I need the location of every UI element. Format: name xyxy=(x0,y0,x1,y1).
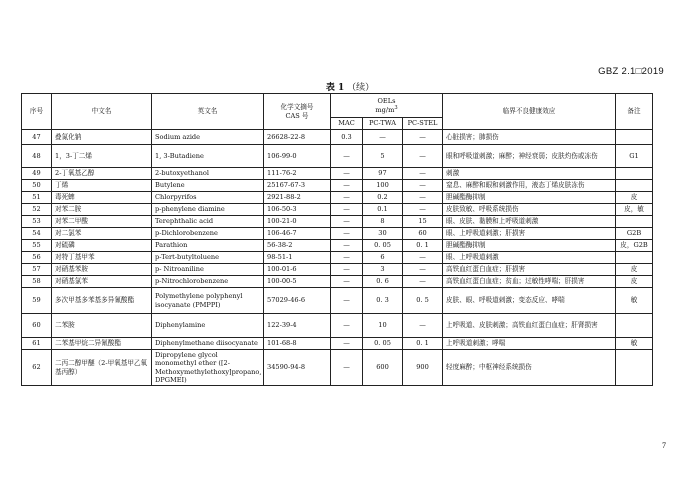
table-row xyxy=(22,338,653,350)
oels-table xyxy=(21,93,653,386)
row-seq: 62 xyxy=(22,350,52,386)
row-seq: 59 xyxy=(22,288,52,314)
row-pc-stel: 900 xyxy=(403,350,443,386)
row-pc-twa: 5 xyxy=(363,145,403,168)
col-header-remark: 备注 xyxy=(616,94,653,130)
header-row xyxy=(22,94,653,118)
row-pc-twa: 0.2 xyxy=(363,192,403,204)
row-cn-name: 二苯胺 xyxy=(52,314,152,338)
row-cn-name: 1，3-丁二烯 xyxy=(52,145,152,168)
row-pc-twa: 6 xyxy=(363,252,403,264)
row-remark xyxy=(616,216,653,228)
row-remark: 皮 xyxy=(616,276,653,288)
row-mac: — xyxy=(331,228,363,240)
row-mac: — xyxy=(331,288,363,314)
row-en-name: Terephthalic acid xyxy=(152,216,264,228)
row-pc-stel: — xyxy=(403,204,443,216)
row-en-name: Parathion xyxy=(152,240,264,252)
row-cas: 101-68-8 xyxy=(264,338,331,350)
row-pc-stel: — xyxy=(403,252,443,264)
row-cn-name: 对苯二甲酸 xyxy=(52,216,152,228)
row-mac: 0.3 xyxy=(331,130,363,145)
oels-unit: mg/m xyxy=(375,106,395,115)
row-en-name: Dipropylene glycol monomethyl ether ([2-Methoxymethylethoxy]propano, DPGMEI) xyxy=(152,350,264,386)
oels-unit-sup: 3 xyxy=(394,104,398,111)
table-row xyxy=(22,180,653,192)
row-pc-stel: — xyxy=(403,314,443,338)
row-pc-stel: 0. 5 xyxy=(403,288,443,314)
table-row xyxy=(22,204,653,216)
row-pc-twa: 600 xyxy=(363,350,403,386)
row-en-name: Diphenylmethane diisocyanate xyxy=(152,338,264,350)
row-mac: — xyxy=(331,276,363,288)
row-mac: — xyxy=(331,204,363,216)
row-seq: 49 xyxy=(22,168,52,180)
row-effect: 胆碱酯酶抑制 xyxy=(443,192,616,204)
col-header-pc-twa: PC-TWA xyxy=(363,118,403,130)
row-pc-twa: 0. 05 xyxy=(363,240,403,252)
col-header-oels xyxy=(331,94,443,118)
row-cas: 106-99-0 xyxy=(264,145,331,168)
row-pc-stel: 0. 1 xyxy=(403,338,443,350)
row-seq: 53 xyxy=(22,216,52,228)
row-cn-name: 对硝基苯胺 xyxy=(52,264,152,276)
row-seq: 50 xyxy=(22,180,52,192)
row-remark xyxy=(616,350,653,386)
table-row xyxy=(22,252,653,264)
row-remark: 皮，敏 xyxy=(616,204,653,216)
row-remark xyxy=(616,168,653,180)
row-remark: G2B xyxy=(616,228,653,240)
row-pc-stel: — xyxy=(403,192,443,204)
row-pc-twa: 97 xyxy=(363,168,403,180)
row-pc-stel: — xyxy=(403,145,443,168)
row-seq: 54 xyxy=(22,228,52,240)
row-cn-name: 二丙二醇甲醚（2-甲氧基甲乙氧基丙醇） xyxy=(52,350,152,386)
row-cas: 106-46-7 xyxy=(264,228,331,240)
row-en-name: Butylene xyxy=(152,180,264,192)
row-pc-stel: — xyxy=(403,264,443,276)
table-title-label: 表 1 xyxy=(325,83,345,93)
row-remark xyxy=(616,314,653,338)
row-pc-stel: — xyxy=(403,130,443,145)
row-cas: 111-76-2 xyxy=(264,168,331,180)
col-header-seq: 序号 xyxy=(22,94,52,130)
row-effect: 上呼吸道刺激；哮喘 xyxy=(443,338,616,350)
row-pc-twa: 8 xyxy=(363,216,403,228)
row-seq: 55 xyxy=(22,240,52,252)
table-body xyxy=(22,130,653,386)
row-seq: 61 xyxy=(22,338,52,350)
row-pc-twa: 0. 3 xyxy=(363,288,403,314)
row-remark: 皮 xyxy=(616,192,653,204)
row-effect: 胆碱酯酶抑制 xyxy=(443,240,616,252)
row-seq: 57 xyxy=(22,264,52,276)
col-header-cn-name: 中文名 xyxy=(52,94,152,130)
row-en-name: p-phenylene diamine xyxy=(152,204,264,216)
row-cn-name: 对特丁基甲苯 xyxy=(52,252,152,264)
row-effect: 眼、上呼吸道刺激；肝损害 xyxy=(443,228,616,240)
row-en-name: 1, 3-Butadiene xyxy=(152,145,264,168)
row-en-name: p-Dichlorobenzene xyxy=(152,228,264,240)
row-seq: 60 xyxy=(22,314,52,338)
row-cn-name: 叠氮化钠 xyxy=(52,130,152,145)
row-cas: 106-50-3 xyxy=(264,204,331,216)
row-effect: 高铁血红蛋白血症；贫血；过敏性哮喘；肝损害 xyxy=(443,276,616,288)
table-row xyxy=(22,240,653,252)
col-header-cas xyxy=(264,94,331,130)
row-effect: 刺激 xyxy=(443,168,616,180)
row-cn-name: 2-丁氧基乙醇 xyxy=(52,168,152,180)
table-row xyxy=(22,130,653,145)
row-pc-twa: 0. 6 xyxy=(363,276,403,288)
row-pc-twa: 3 xyxy=(363,264,403,276)
row-cas: 122-39-4 xyxy=(264,314,331,338)
table-row xyxy=(22,168,653,180)
row-effect: 窒息、麻醉和眼和刺激作用，液态丁烯皮肤冻伤 xyxy=(443,180,616,192)
table-row xyxy=(22,216,653,228)
row-pc-twa: — xyxy=(363,130,403,145)
row-cas: 100-01-6 xyxy=(264,264,331,276)
row-cas: 100-00-5 xyxy=(264,276,331,288)
row-seq: 48 xyxy=(22,145,52,168)
cas-line-1: 化学文摘号 xyxy=(280,103,314,112)
row-pc-stel: 0. 1 xyxy=(403,240,443,252)
row-cas: 98-51-1 xyxy=(264,252,331,264)
row-effect: 眼、皮肤、黏膜和上呼吸道刺激 xyxy=(443,216,616,228)
row-cas: 25167-67-3 xyxy=(264,180,331,192)
row-effect: 上呼吸道、皮肤刺激；高铁血红蛋白血症；肝肾损害 xyxy=(443,314,616,338)
row-pc-stel: — xyxy=(403,180,443,192)
row-seq: 56 xyxy=(22,252,52,264)
row-cn-name: 对苯二胺 xyxy=(52,204,152,216)
row-effect: 皮肤、眼、呼吸道刺激；变态反应、哮喘 xyxy=(443,288,616,314)
row-mac: — xyxy=(331,180,363,192)
row-effect: 眼、上呼吸道刺激 xyxy=(443,252,616,264)
page-number: 7 xyxy=(662,441,666,450)
row-remark: 敏 xyxy=(616,338,653,350)
row-remark xyxy=(616,130,653,145)
row-mac: — xyxy=(331,314,363,338)
row-pc-twa: 0. 05 xyxy=(363,338,403,350)
row-cas: 26628-22-8 xyxy=(264,130,331,145)
table-row xyxy=(22,264,653,276)
table-row xyxy=(22,228,653,240)
row-remark: 皮 xyxy=(616,264,653,276)
col-header-effect: 临界不良健康效应 xyxy=(443,94,616,130)
row-en-name: Chlorpyrifos xyxy=(152,192,264,204)
row-seq: 51 xyxy=(22,192,52,204)
row-cas: 2921-88-2 xyxy=(264,192,331,204)
row-mac: — xyxy=(331,168,363,180)
row-mac: — xyxy=(331,216,363,228)
row-pc-stel: — xyxy=(403,168,443,180)
col-header-en-name: 英文名 xyxy=(152,94,264,130)
row-pc-stel: — xyxy=(403,276,443,288)
row-mac: — xyxy=(331,145,363,168)
row-mac: — xyxy=(331,240,363,252)
row-remark xyxy=(616,252,653,264)
table-row xyxy=(22,314,653,338)
row-mac: — xyxy=(331,350,363,386)
table-row xyxy=(22,192,653,204)
row-effect: 轻度麻醉；中枢神经系统损伤 xyxy=(443,350,616,386)
table-row xyxy=(22,288,653,314)
row-remark xyxy=(616,180,653,192)
col-header-mac: MAC xyxy=(331,118,363,130)
row-cn-name: 毒死蜱 xyxy=(52,192,152,204)
row-cn-name: 对硝基氯苯 xyxy=(52,276,152,288)
row-cn-name: 对硫磷 xyxy=(52,240,152,252)
row-pc-twa: 100 xyxy=(363,180,403,192)
oels-label: OELs xyxy=(377,96,396,105)
row-effect: 心脏损害；肺损伤 xyxy=(443,130,616,145)
row-pc-twa: 30 xyxy=(363,228,403,240)
row-en-name: p-Tert-butyltoluene xyxy=(152,252,264,264)
row-seq: 52 xyxy=(22,204,52,216)
table-title xyxy=(0,80,700,93)
row-cas: 56-38-2 xyxy=(264,240,331,252)
row-cn-name: 二苯基甲烷二异氰酸酯 xyxy=(52,338,152,350)
row-cas: 57029-46-6 xyxy=(264,288,331,314)
row-effect: 眼和呼吸道刺激；麻醉；神经衰弱；皮肤灼伤或冻伤 xyxy=(443,145,616,168)
row-remark: 敏 xyxy=(616,288,653,314)
row-pc-twa: 10 xyxy=(363,314,403,338)
row-cn-name: 多次甲基多苯基多异氰酸酯 xyxy=(52,288,152,314)
row-remark: 皮，G2B xyxy=(616,240,653,252)
row-mac: — xyxy=(331,264,363,276)
row-en-name: Sodium azide xyxy=(152,130,264,145)
row-mac: — xyxy=(331,338,363,350)
table-row xyxy=(22,350,653,386)
row-pc-twa: 0.1 xyxy=(363,204,403,216)
row-cas: 34590-94-8 xyxy=(264,350,331,386)
row-remark: G1 xyxy=(616,145,653,168)
row-en-name: 2-butoxyethanol xyxy=(152,168,264,180)
row-pc-stel: 15 xyxy=(403,216,443,228)
row-cn-name: 丁烯 xyxy=(52,180,152,192)
row-effect: 皮肤致敏、呼吸系统损伤 xyxy=(443,204,616,216)
row-en-name: p- Nitroaniline xyxy=(152,264,264,276)
row-effect: 高铁血红蛋白血症；肝损害 xyxy=(443,264,616,276)
table-row xyxy=(22,276,653,288)
cas-line-2: CAS 号 xyxy=(285,111,309,120)
col-header-pc-stel: PC-STEL xyxy=(403,118,443,130)
table-title-continued: （续） xyxy=(347,83,375,93)
row-pc-stel: 60 xyxy=(403,228,443,240)
row-cas: 100-21-0 xyxy=(264,216,331,228)
row-en-name: p-Nitrochlorobenzene xyxy=(152,276,264,288)
table-row xyxy=(22,145,653,168)
row-mac: — xyxy=(331,252,363,264)
row-mac: — xyxy=(331,192,363,204)
row-seq: 47 xyxy=(22,130,52,145)
row-en-name: Polymethylene polyphenyl isocyanate (PMPPI) xyxy=(152,288,264,314)
row-seq: 58 xyxy=(22,276,52,288)
standard-code: GBZ 2.1□2019 xyxy=(598,66,664,77)
row-en-name: Diphenylamine xyxy=(152,314,264,338)
row-cn-name: 对二氯苯 xyxy=(52,228,152,240)
